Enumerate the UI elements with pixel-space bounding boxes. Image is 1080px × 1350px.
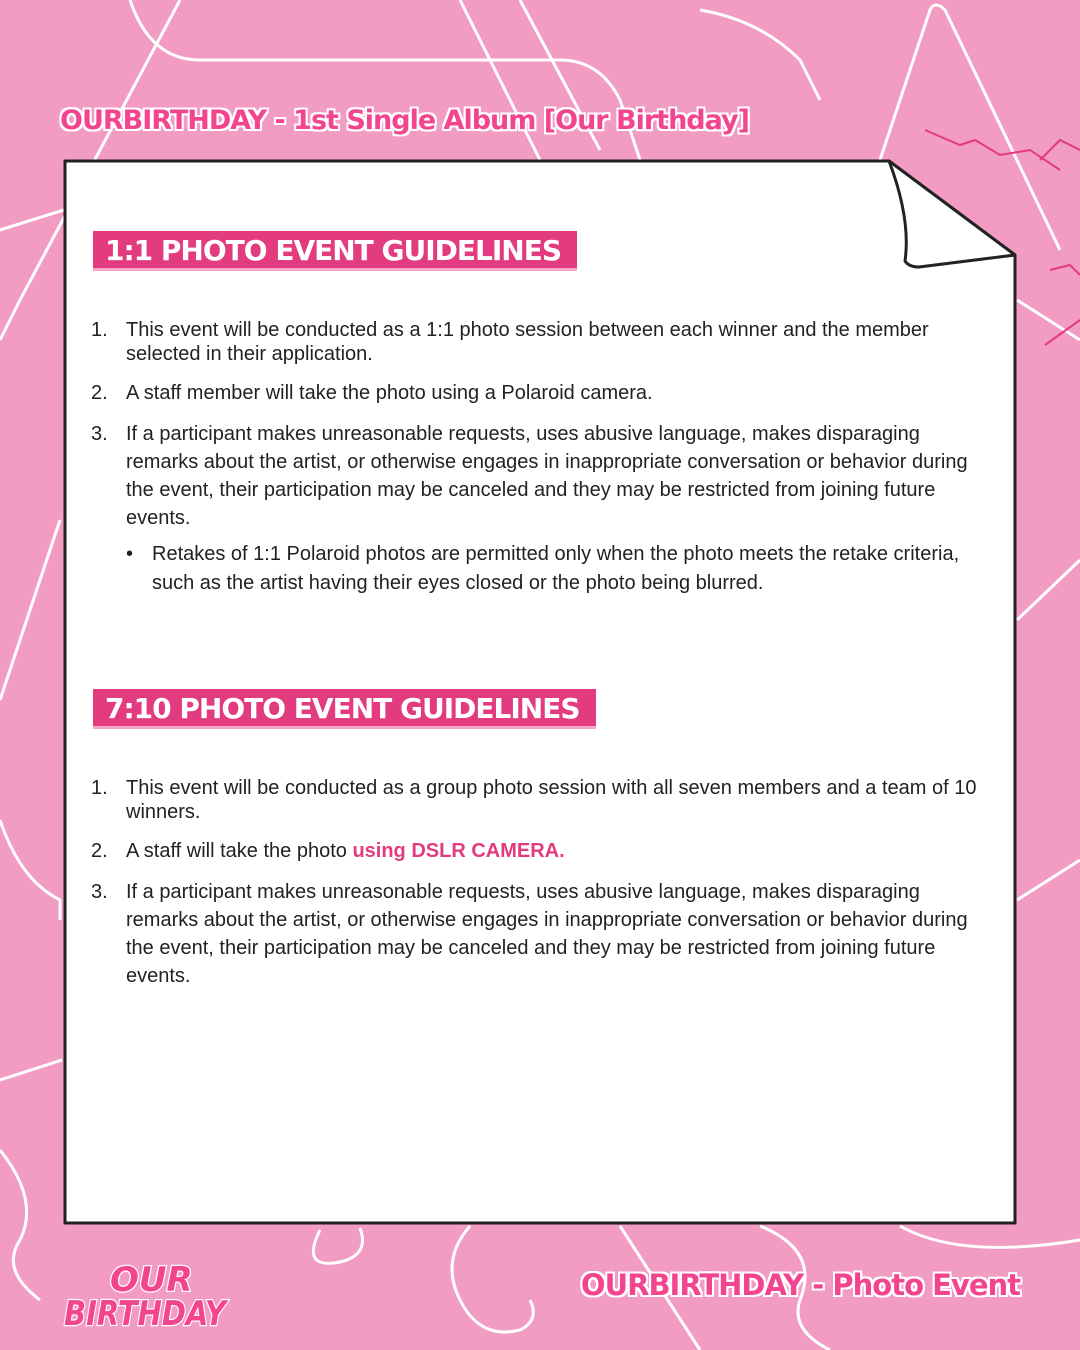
item-number: 1.	[91, 777, 108, 799]
sub-bullet	[126, 540, 989, 598]
list-item	[91, 420, 989, 598]
section-heading-7to10: 7:10 PHOTO EVENT GUIDELINES	[93, 689, 596, 729]
list-item	[91, 837, 989, 865]
guideline-list-1to1	[91, 318, 989, 611]
list-item	[91, 878, 989, 990]
item-number: 1.	[91, 319, 108, 341]
list-item	[91, 776, 989, 824]
our-birthday-logo	[62, 1255, 232, 1335]
bullet-dot-icon: •	[126, 543, 134, 565]
item-number: 2.	[91, 840, 108, 862]
item-text: This event will be conducted as a group photo session with all seven members and a team of 10 winners.	[126, 777, 977, 823]
footer-event-title: OURBIRTHDAY - Photo Event	[580, 1268, 1020, 1302]
item-text: A staff will take the photo	[126, 840, 353, 862]
list-item	[91, 379, 989, 407]
list-item	[91, 318, 989, 366]
highlight-text: using DSLR CAMERA.	[352, 840, 565, 862]
item-text: This event will be conducted as a 1:1 photo session between each winner and the member selected in their application.	[126, 319, 929, 365]
guidelines-paper	[63, 159, 1017, 1225]
item-number: 3.	[91, 881, 108, 903]
guideline-list-7to10	[91, 776, 989, 1003]
album-title: OURBIRTHDAY - 1st Single Album [Our Birthday]	[60, 105, 749, 136]
logo-line2: BIRTHDAY	[64, 1294, 229, 1334]
item-text: A staff member will take the photo using a Polaroid camera.	[126, 382, 653, 404]
item-text: If a participant makes unreasonable requests, uses abusive language, makes disparaging remarks about the artist, or otherwise engages in inappropriate conversation or behavior during the event, their participation may be canceled and they may be restricted from joining future events.	[126, 881, 968, 987]
item-number: 2.	[91, 382, 108, 404]
item-number: 3.	[91, 423, 108, 445]
logo-line1: OUR	[110, 1260, 193, 1300]
item-text: If a participant makes unreasonable requests, uses abusive language, makes disparaging remarks about the artist, or otherwise engages in inappropriate conversation or behavior during the event, their participation may be canceled and they may be restricted from joining future events.	[126, 423, 968, 529]
section-heading-1to1: 1:1 PHOTO EVENT GUIDELINES	[93, 231, 577, 271]
bullet-text: Retakes of 1:1 Polaroid photos are permitted only when the photo meets the retake criteria, such as the artist having their eyes closed or the photo being blurred.	[152, 543, 960, 594]
